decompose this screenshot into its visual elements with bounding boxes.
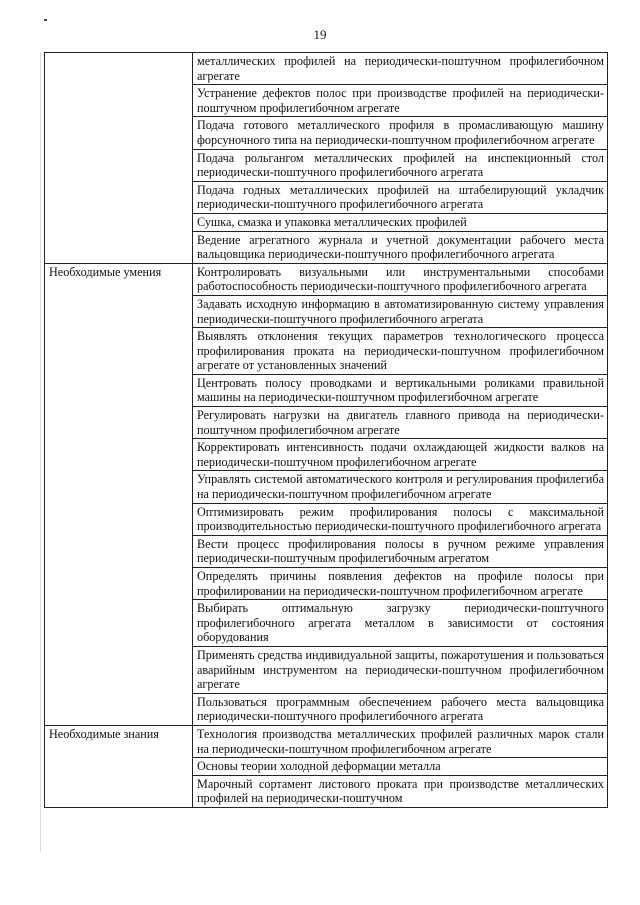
requirement-item: Определять причины появления дефектов на профиле полосы при профилировании на периодически-поштучном профилегибочном агрегате: [193, 568, 608, 600]
requirement-item: Задавать исходную информацию в автоматизированную систему управления периодически-поштучного профилегибочного агрегата: [193, 295, 608, 327]
requirement-item: Подача готового металлического профиля в промасливающую машину форсуночного типа на периодически-поштучном профилегибочном агрегате: [193, 117, 608, 149]
requirement-item: Выбирать оптимальную загрузку периодически-поштучного профилегибочного агрегата металлом в зависимости от состояния оборудования: [193, 600, 608, 647]
section-label-cell: [45, 725, 193, 807]
table-row: [45, 53, 608, 85]
table-body: [45, 53, 608, 808]
requirement-item: Ведение агрегатного журнала и учетной документации рабочего места вальцовщика периодически-поштучного профилегибочного агрегата: [193, 231, 608, 263]
requirement-item: Устранение дефектов полос при производстве профилей на периодически-поштучном профилегибочном агрегате: [193, 85, 608, 117]
section-label-cell: [45, 53, 193, 264]
section-label: Необходимые умения: [49, 264, 162, 279]
scan-mark: [44, 19, 47, 21]
requirement-item: Подача годных металлических профилей на штабелирующий укладчик периодически-поштучного профилегибочного агрегата: [193, 181, 608, 213]
requirement-item: Сушка, смазка и упаковка металлических профилей: [193, 213, 608, 231]
requirement-item: Центровать полосу проводками и вертикальными роликами правильной машины на периодически-поштучном профилегибочном агрегате: [193, 374, 608, 406]
requirement-item: Пользоваться программным обеспечением рабочего места вальцовщика периодически-поштучного профилегибочного агрегата: [193, 693, 608, 725]
requirement-item: Регулировать нагрузки на двигатель главного привода на периодически-поштучном профилегибочном агрегате: [193, 407, 608, 439]
requirement-item: Управлять системой автоматического контроля и регулирования профилегиба на периодически-поштучном профилегибочном агрегате: [193, 471, 608, 503]
requirement-item: Выявлять отклонения текущих параметров технологического процесса профилирования проката на периодически-поштучном профилегибочном агрегате от установленных значений: [193, 328, 608, 375]
requirement-item: Применять средства индивидуальной защиты, пожаротушения и пользоваться аварийным инструментом на периодически-поштучном профилегибочном агрегате: [193, 646, 608, 693]
requirement-item: Оптимизировать режим профилирования полосы с максимальной производительностью периодически-поштучного профилегибочного агрегата: [193, 503, 608, 535]
requirement-item: Вести процесс профилирования полосы в ручном режиме управления периодически-поштучным профилегибочным агрегатом: [193, 535, 608, 567]
requirement-item: металлических профилей на периодически-поштучном профилегибочном агрегате: [193, 53, 608, 85]
section-label: Необходимые знания: [49, 726, 159, 741]
requirement-item: Контролировать визуальными или инструментальными способами работоспособность периодически-поштучного профилегибочного агрегата: [193, 263, 608, 295]
requirement-item: Основы теории холодной деформации металла: [193, 758, 608, 776]
requirement-item: Технология производства металлических профилей различных марок стали на периодически-поштучном профилегибочном агрегате: [193, 725, 608, 757]
requirement-item: Корректировать интенсивность подачи охлаждающей жидкости валков на периодически-поштучном профилегибочном агрегате: [193, 439, 608, 471]
table-row: [45, 725, 608, 757]
requirement-item: Подача рольгангом металлических профилей на инспекционный стол периодически-поштучного профилегибочного агрегата: [193, 149, 608, 181]
competency-table: [44, 52, 608, 808]
scan-edge: [40, 52, 41, 852]
page-number: 19: [313, 27, 327, 42]
requirement-item: Марочный сортамент листового проката при производстве металлических профилей на периодически-поштучном: [193, 775, 608, 807]
section-label-cell: [45, 263, 193, 725]
table-row: [45, 263, 608, 295]
